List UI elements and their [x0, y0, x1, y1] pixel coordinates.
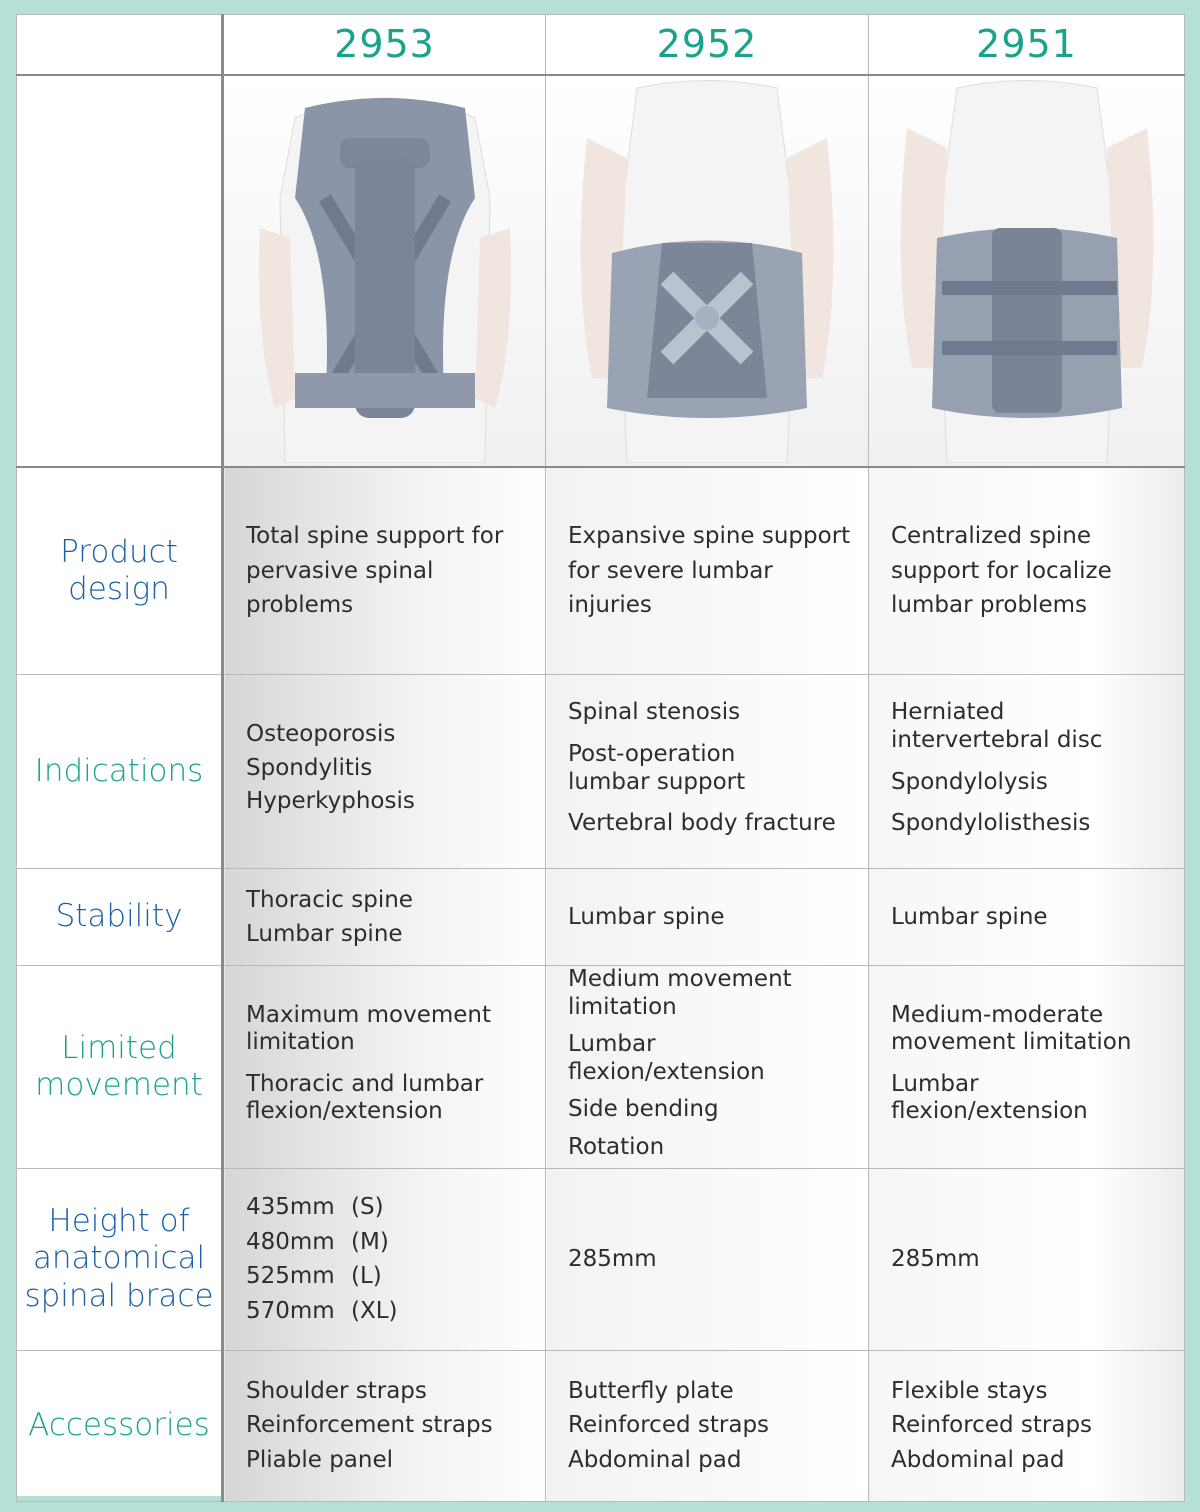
size-row	[246, 1259, 533, 1294]
accessory-item: Pliable panel	[246, 1446, 394, 1473]
accessory-item: Butterfly plate	[568, 1377, 734, 1404]
stability-label: Stability	[17, 869, 223, 966]
indications-2951	[869, 675, 1185, 869]
size-row	[246, 1225, 533, 1260]
limited-movement-2953	[223, 966, 546, 1169]
stability-item: Thoracic spine	[246, 886, 413, 913]
height-label	[17, 1168, 223, 1350]
movement-item: Maximum movement limitation	[246, 1001, 492, 1056]
stability-2953	[223, 869, 546, 966]
product-design-2952-line: Expansive spine support	[568, 523, 851, 549]
indications-2953	[223, 675, 546, 869]
product-image-2952	[546, 75, 869, 467]
indication-item: Spinal stenosis	[568, 699, 741, 726]
product-design-2953	[223, 467, 546, 675]
size-mm: 480mm	[246, 1228, 335, 1255]
header-row	[17, 15, 1185, 75]
movement-item: Lumbar flexion/extension	[568, 1031, 765, 1085]
product-design-label	[17, 467, 223, 675]
indication-item: Vertebral body fracture	[568, 810, 836, 837]
movement-item: Side bending	[568, 1096, 719, 1123]
product-design-2953-line: problems	[246, 592, 354, 618]
model-2953-heading: 2953	[223, 15, 546, 75]
indication-item: Osteoporosis	[246, 721, 396, 748]
product-image-2951	[869, 75, 1185, 467]
height-2951: 285mm	[869, 1168, 1185, 1350]
size-mm: 570mm	[246, 1297, 335, 1324]
height-2953	[223, 1168, 546, 1350]
indications-row	[17, 675, 1185, 869]
indication-item: Spondylolisthesis	[891, 810, 1091, 837]
product-design-2951-line: support for localize	[891, 557, 1112, 584]
size-mm: 525mm	[246, 1263, 335, 1290]
stability-2951	[869, 869, 1185, 966]
image-row-label-cell	[17, 75, 223, 467]
accessories-row	[17, 1350, 1185, 1501]
size-code: (M)	[351, 1228, 389, 1255]
product-design-2953-line: Total spine support for	[246, 523, 504, 549]
movement-item: Rotation	[568, 1133, 665, 1160]
stability-2952	[546, 869, 869, 966]
product-design-2951-line: Centralized spine	[891, 523, 1091, 549]
indication-item: Post-operation lumbar support	[568, 740, 746, 795]
product-design-label-line-1: Product	[60, 533, 178, 570]
accessory-item: Abdominal pad	[568, 1446, 742, 1473]
size-row	[246, 1294, 533, 1329]
height-row	[17, 1168, 1185, 1350]
back-brace-2953-illustration	[235, 78, 535, 463]
accessory-item: Flexible stays	[891, 1377, 1048, 1404]
product-design-row	[17, 467, 1185, 675]
size-row	[246, 1190, 533, 1225]
accessory-item: Reinforced straps	[891, 1412, 1093, 1439]
product-image-row	[17, 75, 1185, 467]
accessory-item: Shoulder straps	[246, 1377, 427, 1404]
size-code: (L)	[351, 1263, 382, 1290]
height-2952: 285mm	[546, 1168, 869, 1350]
limited-movement-2951	[869, 966, 1185, 1169]
indication-item: Herniated intervertebral disc	[891, 699, 1103, 753]
size-code: (XL)	[351, 1297, 398, 1324]
product-design-2952-line: for severe lumbar	[568, 557, 773, 584]
movement-item: Medium movement limitation	[568, 966, 792, 1020]
limited-movement-label-line-1: Limited	[61, 1029, 177, 1066]
limited-movement-label	[17, 966, 223, 1169]
lumbar-brace-2951-illustration	[877, 78, 1177, 463]
indication-item: Spondylolysis	[891, 768, 1048, 795]
accessory-item: Reinforced straps	[568, 1412, 770, 1439]
product-design-2953-line: pervasive spinal	[246, 557, 434, 584]
product-design-2951	[869, 467, 1185, 675]
stability-item: Lumbar spine	[891, 903, 1048, 930]
model-2951-heading: 2951	[869, 15, 1185, 75]
limited-movement-row	[17, 966, 1185, 1169]
size-mm: 435mm	[246, 1194, 335, 1221]
product-design-2952-line: injuries	[568, 592, 652, 618]
stability-item: Lumbar spine	[246, 921, 403, 947]
accessories-2953	[223, 1350, 546, 1501]
stability-item: Lumbar spine	[568, 903, 725, 930]
model-2952-heading: 2952	[546, 15, 869, 75]
height-label-line-1: Height of	[48, 1203, 190, 1240]
product-design-2952	[546, 467, 869, 675]
height-label-line-3: spinal brace	[24, 1277, 214, 1314]
indications-label: Indications	[17, 675, 223, 869]
movement-item: Lumbar flexion/extension	[891, 1070, 1088, 1125]
product-design-label-line-2: design	[68, 570, 170, 607]
comparison-table	[16, 14, 1185, 1502]
indication-item: Hyperkyphosis	[246, 788, 415, 815]
product-image-2953	[223, 75, 546, 467]
lumbar-brace-2952-illustration	[557, 78, 857, 463]
accessories-2952	[546, 1350, 869, 1501]
limited-movement-2952	[546, 966, 869, 1169]
indications-2952	[546, 675, 869, 869]
accessory-item: Reinforcement straps	[246, 1412, 493, 1439]
height-label-line-2: anatomical	[32, 1240, 206, 1277]
accessory-item: Abdominal pad	[891, 1446, 1065, 1473]
accessories-label: Accessories	[17, 1350, 223, 1501]
indication-item: Spondylitis	[246, 754, 373, 781]
movement-item: Thoracic and lumbar flexion/extension	[246, 1070, 484, 1125]
header-corner-cell	[17, 15, 223, 75]
comparison-table-frame	[16, 14, 1184, 1496]
size-code: (S)	[351, 1194, 384, 1221]
movement-item: Medium-moderate movement limitation	[891, 1001, 1132, 1056]
accessories-2951	[869, 1350, 1185, 1501]
product-design-2951-line: lumbar problems	[891, 592, 1087, 618]
limited-movement-label-line-2: movement	[35, 1066, 203, 1103]
stability-row	[17, 869, 1185, 966]
